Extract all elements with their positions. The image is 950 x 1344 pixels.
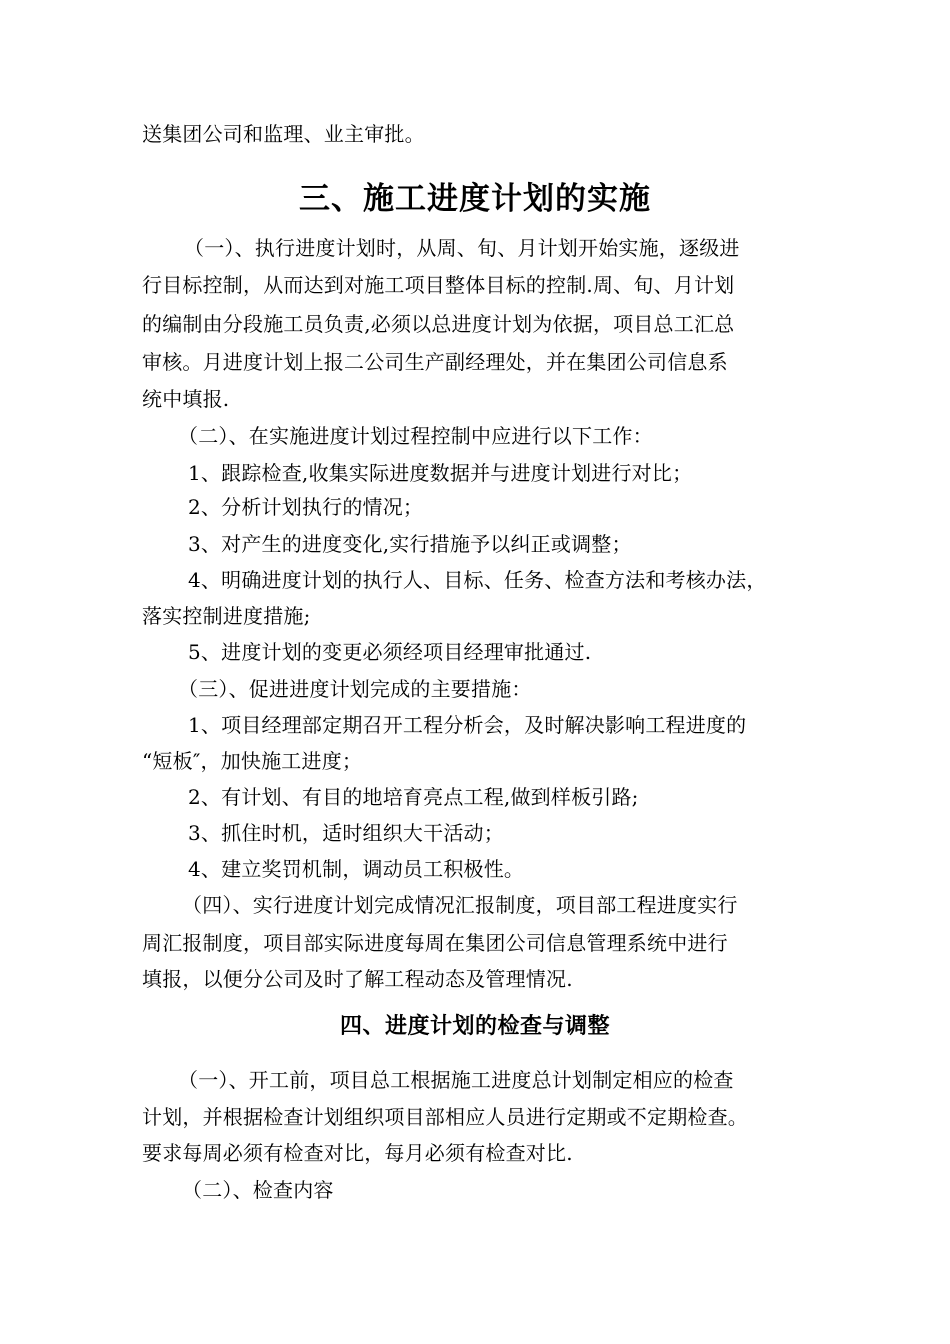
list-item: 4、建立奖罚机制，调动员工积极性。 xyxy=(188,857,525,881)
paragraph-line: （二）、在实施进度计划过程控制中应进行以下工作： xyxy=(178,424,653,448)
paragraph-line: 周汇报制度，项目部实际进度每周在集团公司信息管理系统中进行 xyxy=(142,931,728,955)
paragraph-line: （四）、实行进度计划完成情况汇报制度，项目部工程进度实行 xyxy=(182,893,738,917)
paragraph-line: （一）、执行进度计划时，从周、旬、月计划开始实施，逐级进 xyxy=(184,236,740,260)
list-item: 1、项目经理部定期召开工程分析会，及时解决影响工程进度的 xyxy=(188,713,747,737)
paragraph-line: 的编制由分段施工员负责,必须以总进度计划为依据，项目总工汇总 xyxy=(142,312,735,336)
list-item: 落实控制进度措施; xyxy=(142,604,311,628)
paragraph-line: 统中填报. xyxy=(142,387,230,411)
list-item: 3、对产生的进度变化,实行措施予以纠正或调整； xyxy=(188,532,632,556)
list-item: 3、抓住时机，适时组织大干活动； xyxy=(188,821,504,845)
list-item: 2、分析计划执行的情况； xyxy=(188,495,424,519)
paragraph-line: 审核。月进度计划上报二公司生产副经理处，并在集团公司信息系 xyxy=(142,350,728,374)
paragraph-line: （一）、开工前，项目总工根据施工进度总计划制定相应的检查 xyxy=(178,1068,734,1092)
list-item: 2、有计划、有目的地培育亮点工程,做到样板引路; xyxy=(188,785,639,809)
paragraph-line: （二）、检查内容 xyxy=(182,1178,334,1202)
paragraph-line: 填报，以便分公司及时了解工程动态及管理情况. xyxy=(142,967,573,991)
section-heading-3: 三、施工进度计划的实施 xyxy=(299,181,651,217)
section-heading-4: 四、进度计划的检查与调整 xyxy=(339,1014,610,1039)
paragraph-line: 行目标控制，从而达到对施工项目整体目标的控制.周、旬、月计划 xyxy=(142,273,735,297)
list-item: 1、跟踪检查,收集实际进度数据并与进度计划进行对比； xyxy=(188,461,693,485)
list-item: “短板″，加快施工进度； xyxy=(142,749,363,773)
paragraph-line: （三）、促进进度计划完成的主要措施： xyxy=(178,677,532,701)
paragraph-line: 要求每周必须有检查对比，每月必须有检查对比. xyxy=(142,1141,573,1165)
paragraph-line: 计划，并根据检查计划组织项目部相应人员进行定期或不定期检查。 xyxy=(142,1105,748,1129)
text-line: 送集团公司和监理、业主审批。 xyxy=(142,122,425,146)
list-item: 4、明确进度计划的执行人、目标、任务、检查方法和考核办法， xyxy=(188,568,767,592)
list-item: 5、进度计划的变更必须经项目经理审批通过. xyxy=(188,640,592,664)
